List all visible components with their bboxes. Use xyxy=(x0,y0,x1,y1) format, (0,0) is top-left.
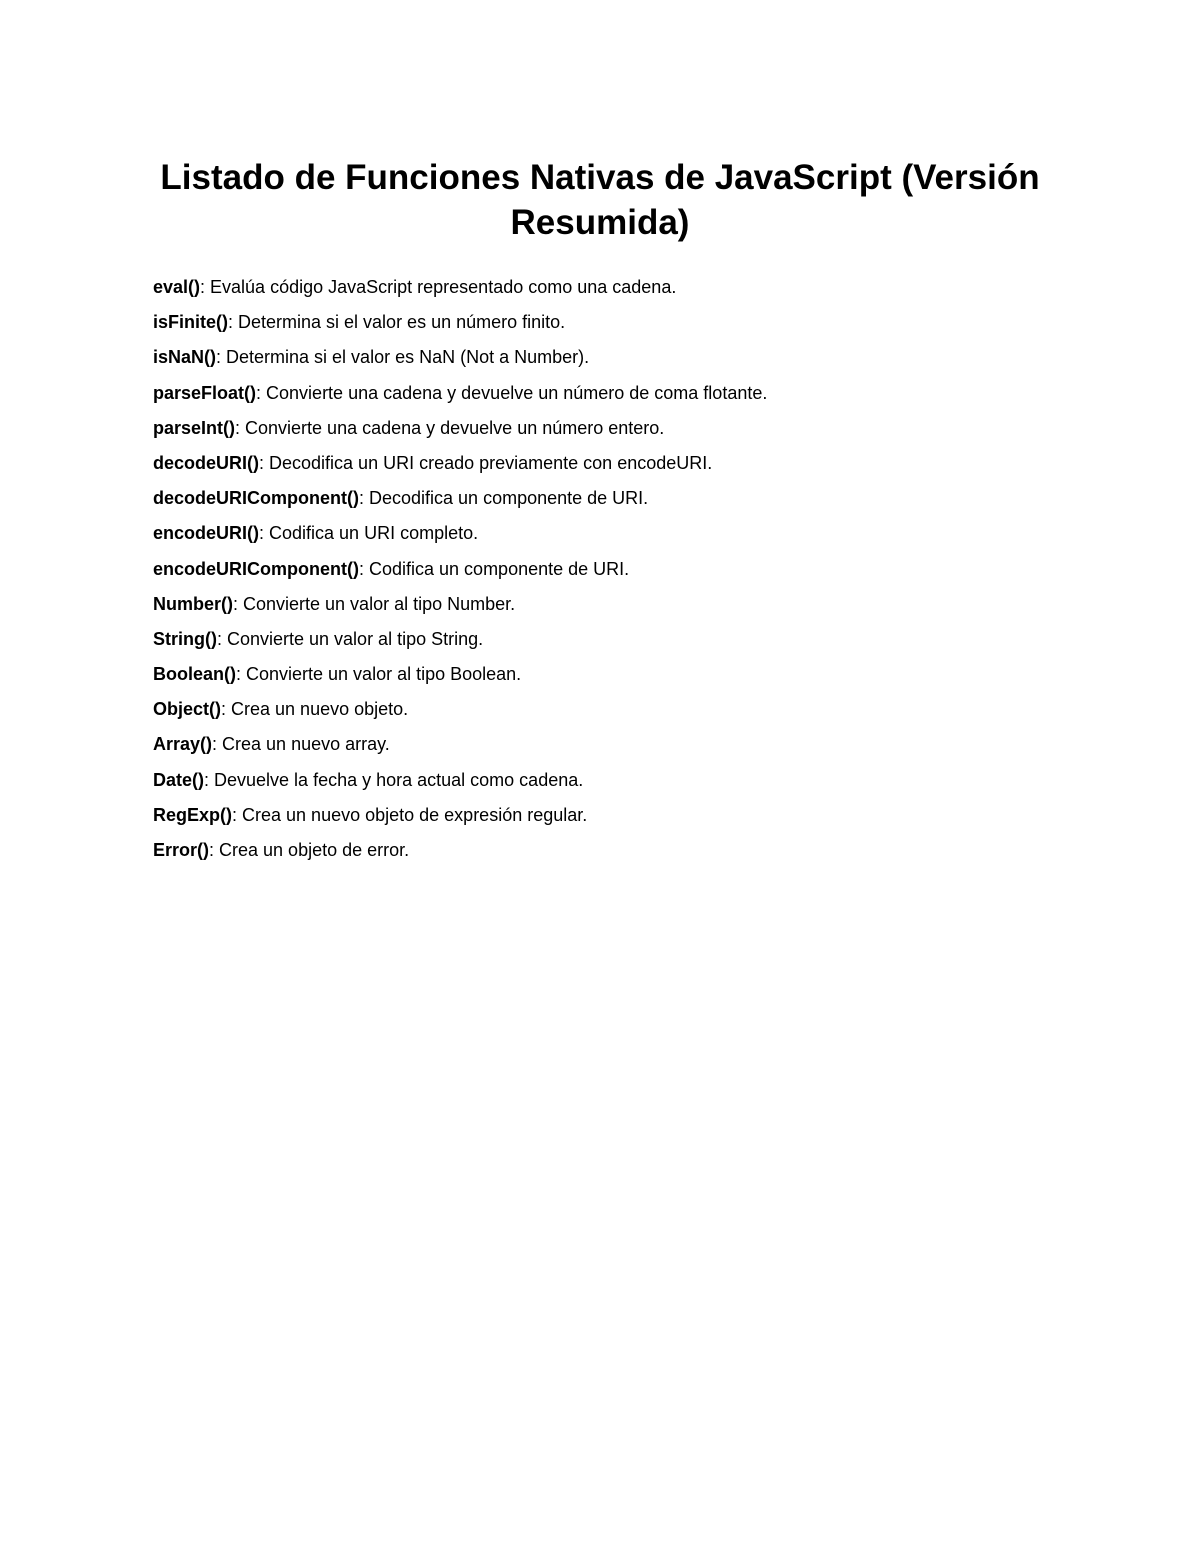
function-description: : Crea un nuevo objeto. xyxy=(221,699,409,720)
function-name: Date() xyxy=(153,769,205,790)
function-description: : Decodifica un URI creado previamente con encodeURI. xyxy=(259,452,713,473)
function-description: : Crea un nuevo objeto de expresión regular. xyxy=(232,804,588,825)
function-name: decodeURIComponent() xyxy=(153,488,359,509)
function-description: : Determina si el valor es NaN (Not a Number). xyxy=(216,347,590,368)
list-item xyxy=(153,697,1093,722)
function-description: : Codifica un URI completo. xyxy=(259,523,479,544)
function-description: : Convierte una cadena y devuelve un número de coma flotante. xyxy=(256,382,768,403)
list-item xyxy=(153,416,1093,441)
function-name: RegExp() xyxy=(153,804,233,825)
function-name: Array() xyxy=(153,734,213,755)
function-description: : Decodifica un componente de URI. xyxy=(359,488,649,509)
function-description: : Devuelve la fecha y hora actual como cadena. xyxy=(204,769,584,790)
function-name: Boolean() xyxy=(153,664,236,685)
list-item xyxy=(153,768,1093,793)
list-item xyxy=(153,627,1093,652)
function-description: : Convierte un valor al tipo Boolean. xyxy=(236,664,522,685)
function-name: Error() xyxy=(153,840,210,860)
function-name: Object() xyxy=(153,699,222,720)
function-description: : Codifica un componente de URI. xyxy=(359,558,630,579)
list-item xyxy=(153,557,1093,582)
list-item xyxy=(153,732,1093,757)
list-item xyxy=(153,275,1093,300)
list-item xyxy=(153,486,1093,511)
list-item xyxy=(153,345,1093,370)
function-name: parseFloat() xyxy=(153,382,257,403)
function-name: String() xyxy=(153,628,217,649)
list-item xyxy=(153,662,1093,687)
function-name: isFinite() xyxy=(153,312,228,333)
list-item xyxy=(153,310,1093,335)
function-description: : Convierte una cadena y devuelve un número entero. xyxy=(235,417,665,438)
list-item xyxy=(153,451,1093,476)
function-description: : Crea un objeto de error. xyxy=(209,840,410,860)
function-list xyxy=(153,275,1093,873)
function-description: : Determina si el valor es un número finito. xyxy=(228,312,566,333)
function-name: Number() xyxy=(153,593,233,614)
list-item xyxy=(153,803,1093,828)
function-description: : Convierte un valor al tipo Number. xyxy=(233,593,516,614)
function-description: : Evalúa código JavaScript representado como una cadena. xyxy=(200,277,677,297)
list-item xyxy=(153,592,1093,617)
list-item xyxy=(153,838,1093,863)
function-description: : Convierte un valor al tipo String. xyxy=(216,628,484,649)
function-name: encodeURI() xyxy=(153,523,260,544)
function-name: encodeURIComponent() xyxy=(153,558,359,579)
list-item xyxy=(153,381,1093,406)
function-name: isNaN() xyxy=(153,347,217,368)
function-name: parseInt() xyxy=(153,417,236,438)
function-name: eval() xyxy=(153,277,201,297)
document-title: Listado de Funciones Nativas de JavaScript (Versión Resumida) xyxy=(160,158,1040,242)
function-description: : Crea un nuevo array. xyxy=(212,734,390,755)
function-name: decodeURI() xyxy=(153,452,260,473)
list-item xyxy=(153,521,1093,546)
